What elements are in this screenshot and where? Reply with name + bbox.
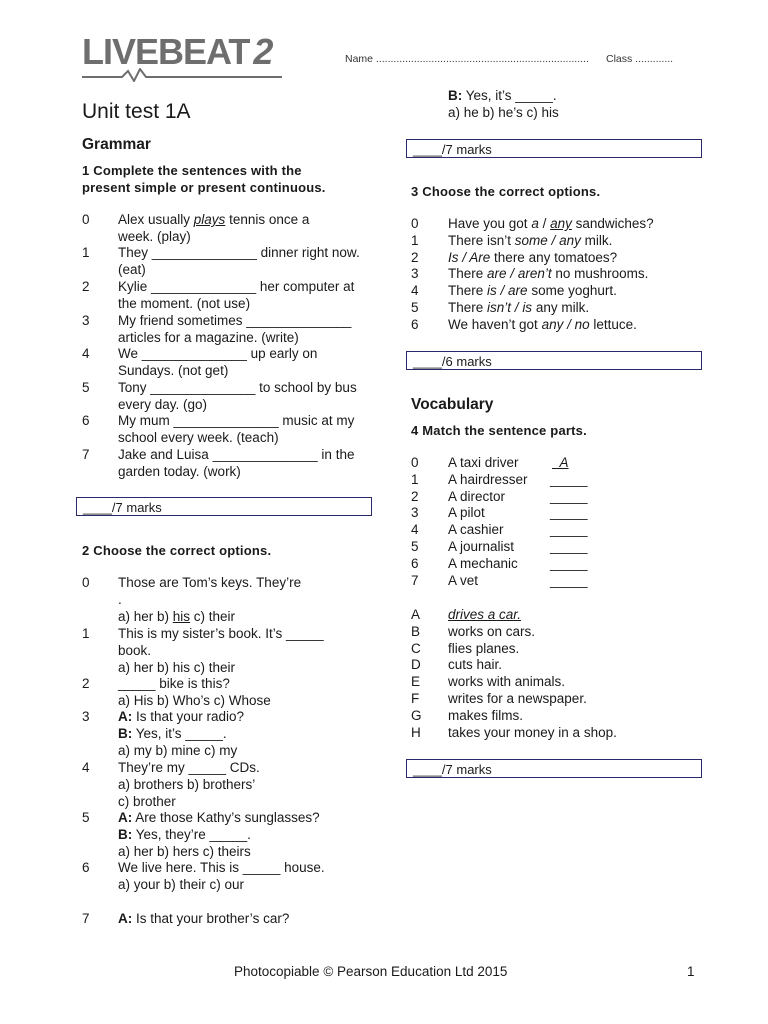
item-number: 1 [82,245,90,260]
ex2-instruction: 2 Choose the correct options. [82,543,272,558]
answer-blank: _____ [550,572,588,588]
item-number: 4 [411,522,419,538]
text-part: some yoghurt. [527,283,617,299]
item-number: 2 [411,488,419,504]
text-part: Those are Tom’s keys. They’re [118,575,302,590]
item-number: 0 [82,575,90,590]
item-text [118,575,378,625]
item-text: works with animals. [448,674,566,690]
speaker-b: B: [118,826,133,842]
text-part: garden today. (work) [118,463,241,479]
options: c) their [190,608,236,624]
text-part: We ______________ up early on [118,346,318,361]
text-part: / [563,316,575,332]
item-letter: B [411,623,421,639]
item-number: 6 [82,413,90,428]
item-number: 3 [82,709,90,724]
item-number: 0 [82,212,90,227]
item-text [448,266,648,283]
text-part: every day. (go) [118,396,208,412]
item-number: 2 [411,249,419,265]
item-text: A hairdresser [448,471,528,487]
text-part: some [514,232,548,248]
text-part: any [559,232,581,248]
item-text [118,760,378,810]
item-number: 0 [411,216,419,231]
item-text: A taxi driver [448,455,519,470]
example-answer: his [172,608,191,624]
vocabulary-heading: Vocabulary [411,396,494,413]
item-letter: H [411,724,421,740]
item-number: 5 [411,539,419,554]
text-part: There [448,300,488,315]
text-part: is [522,300,533,315]
item-text [118,810,378,860]
item-number: 6 [82,860,90,875]
item-number: 2 [82,279,90,294]
page-title: Unit test 1A [82,100,191,123]
text-part: sandwiches? [571,216,654,231]
text-part: / [496,283,509,299]
text-part: There [448,266,488,282]
text-part: Is that your radio? [132,709,245,724]
page-number: 1 [687,964,695,979]
ex1-instruction: 1 Complete the sentences with the present simple or present continuous. [82,163,326,195]
text-part: Have you got [448,216,532,231]
text-part: is [487,283,497,299]
item-text: makes films. [448,707,524,723]
name-field[interactable]: Name ......................................................................... [345,53,589,65]
item-text: works on cars. [448,623,536,639]
options: a) her b) [118,608,173,624]
item-text [118,212,378,246]
item-text [448,317,637,334]
logo [82,30,302,82]
answer-blank: _____ [550,555,588,571]
answer-blank: _____ [550,471,588,487]
text-part: there any tomatoes? [490,249,618,265]
item-text: drives a car. [448,607,522,622]
item-letter: F [411,691,420,706]
text-part: Yes, they’re _____. [132,826,251,842]
text-part: There [448,283,488,299]
ex4-marks[interactable]: ____/7 marks [406,759,702,778]
text-part: articles for a magazine. (write) [118,329,299,345]
text-part: (eat) [118,261,146,277]
options: a) her b) hers c) theirs [118,843,251,859]
item-text [448,283,617,300]
logo-text: LIVEBEAT 2 [82,31,273,72]
text-part: are [508,283,528,299]
ex3-marks[interactable]: ____/6 marks [406,351,702,370]
item-number: 5 [411,300,419,315]
text-part: book. [118,642,152,658]
item-text [118,380,378,414]
text-part: Alex usually [118,212,194,227]
text-part: / [458,249,470,265]
item-text: writes for a newspaper. [448,691,587,706]
item-number: 4 [82,760,90,775]
text-part: any [541,316,564,332]
text-part: This is my sister’s book. It’s _____ [118,626,324,641]
item-text: takes your money in a shop. [448,724,617,740]
item-number: 3 [82,313,90,328]
item-text [118,709,378,759]
answer-blank: _____ [550,488,588,504]
item-letter: C [411,640,421,656]
text-part: They ______________ dinner right now. [118,245,360,260]
text-part: Jake and Luisa ______________ in the [118,447,355,462]
item-text: A cashier [448,522,504,538]
item-text [118,676,378,710]
item-text: A journalist [448,539,515,554]
item-text [448,233,612,250]
item-number: 0 [411,455,419,470]
text-part: Is that your brother’s car? [132,911,290,926]
text-part: My mum ______________ music at my [118,413,355,428]
text-part: Are those Kathy’s sunglasses? [132,810,320,825]
speaker-b: B: [118,725,133,741]
text-part: a [531,216,539,231]
answer-blank: _____ [550,522,588,538]
item-number: 1 [82,626,90,641]
item-text [118,911,378,928]
item-text [118,245,378,279]
text-part: any [550,216,572,231]
ex3-instruction: 3 Choose the correct options. [411,184,601,199]
text-part: Tony ______________ to school by bus [118,380,357,395]
text-part: no [574,316,590,332]
item-number: 5 [82,380,90,395]
item-number: 7 [82,447,90,462]
text-part: They’re my _____ CDs. [118,760,260,775]
item-number: 6 [411,316,419,332]
text-part: / [511,300,523,315]
text-part: Is [448,249,459,265]
item-text [118,313,378,347]
text-part: Are [469,249,491,265]
text-part: no mushrooms. [551,266,649,282]
ex2-marks[interactable]: ____/7 marks [406,139,702,158]
speaker-a: A: [118,911,133,926]
text-part: . [118,591,122,607]
text-part: a) brothers b) brothers’ [118,776,256,792]
text-part: There isn’t [448,232,515,248]
text-part: / [506,266,518,282]
item-text [118,346,378,380]
item-text [118,279,378,313]
text-part: are [487,266,507,282]
item-number: 3 [411,266,419,282]
item-number: 5 [82,810,90,825]
item-text [448,300,589,317]
item-number: 2 [82,676,90,691]
text-part: _____ bike is this? [118,676,230,691]
answer-blank: A [552,455,569,470]
item-number: 4 [411,283,419,299]
options: c) brother [118,793,176,809]
item-letter: D [411,657,421,673]
item-text [118,413,378,447]
grammar-heading: Grammar [82,136,151,153]
item-number: 7 [82,911,90,926]
text-part: week. (play) [118,228,191,244]
item-number: 6 [411,555,419,571]
item-number: 7 [411,572,419,588]
item-number: 3 [411,505,419,521]
text-part: My friend sometimes ______________ [118,313,352,328]
item-letter: G [411,707,422,723]
item-text [448,216,654,233]
item-number: 4 [82,346,90,361]
text-part: tennis once a [225,212,310,227]
text-part: lettuce. [589,316,637,332]
example-answer: plays [193,212,226,227]
item-text: flies planes. [448,640,520,656]
text-part: We live here. This is _____ house. [118,860,325,875]
item-letter: A [411,607,421,622]
text-part: a) His b) Who’s c) Whose [118,692,271,708]
item-number: 1 [411,471,419,487]
class-field[interactable]: Class ............. [606,53,674,65]
text-part: We haven’t got [448,316,542,332]
text-part: / [547,232,560,248]
text-part: Yes, it’s _____. [132,725,227,741]
text-part: any milk. [532,300,590,315]
ex1-marks[interactable]: ____/7 marks [76,497,372,516]
text-part: / [538,216,551,231]
answer-blank: _____ [550,539,588,554]
item-text: A mechanic [448,555,518,571]
text-part: the moment. (not use) [118,295,251,311]
answer-blank: _____ [550,505,588,521]
text-part: a) your b) their c) our [118,876,245,892]
item-number: 1 [411,232,419,248]
text-part: Sundays. (not get) [118,362,229,378]
ex2-item7-options: a) he b) he’s c) his [448,105,559,120]
item-text: A pilot [448,505,485,521]
text-part: school every week. (teach) [118,429,279,445]
options: a) her b) his c) their [118,659,236,675]
speaker-a: A: [118,810,133,825]
item-letter: E [411,674,421,690]
speaker-a: A: [118,709,133,724]
item-text [118,860,378,894]
footer-copyright: Photocopiable © Pearson Education Ltd 2015 [234,964,508,979]
item-text: cuts hair. [448,657,503,673]
options: a) my b) mine c) my [118,742,238,758]
item-text: A vet [448,572,479,588]
ex2-item7-b: B: Yes, it’s _____. [448,88,557,103]
text-part: Kylie ______________ her computer at [118,279,355,294]
item-text: A director [448,488,506,504]
item-text [448,250,617,267]
heartbeat-line-icon [82,68,282,82]
text-part: aren’t [517,266,552,282]
text-part: milk. [580,232,613,248]
ex4-instruction: 4 Match the sentence parts. [411,423,587,438]
text-part: isn’t [487,300,512,315]
item-text [118,447,378,481]
item-text [118,626,378,676]
